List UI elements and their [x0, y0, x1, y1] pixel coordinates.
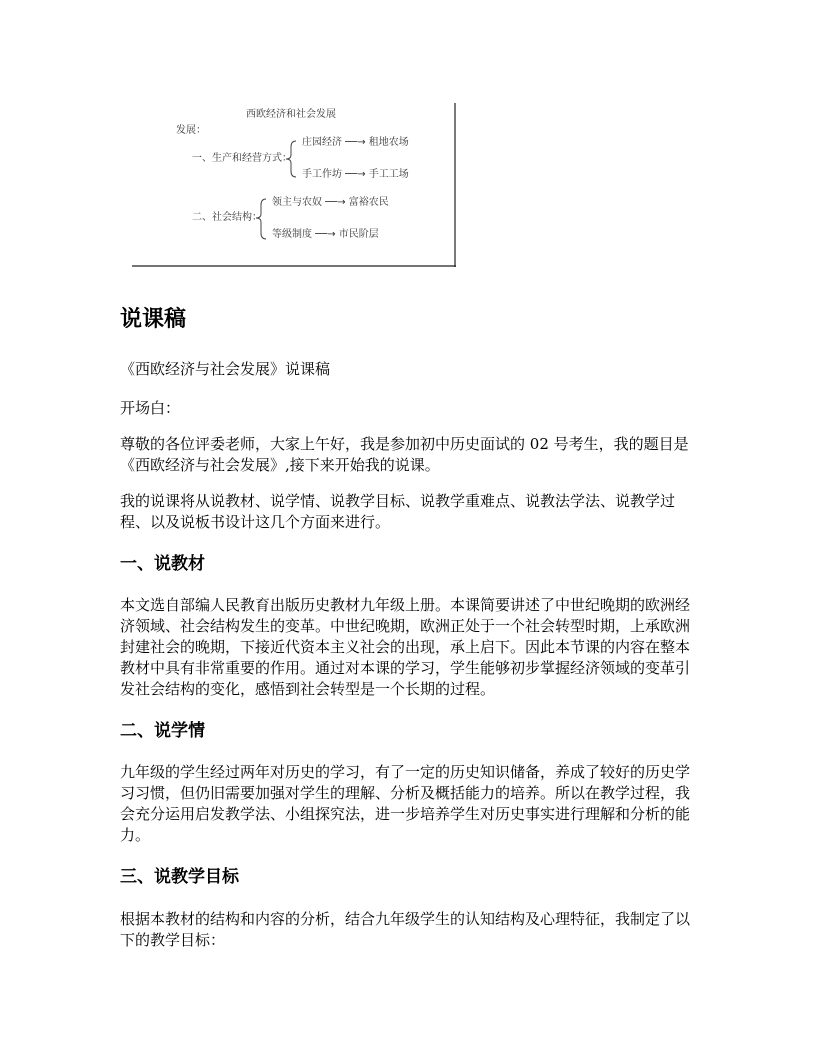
section-body-objectives: 根据本教材的结构和内容的分析，结合九年级学生的认知结构及心理特征，我制定了以下的教学目标：: [120, 910, 691, 949]
section-body-students: 九年级的学生经过两年对历史的学习，有了一定的历史知识储备，养成了较好的历史学习习惯，但仍旧需要加强对学生的理解、分析及概括能力的培养。所以在教学过程，我会充分运用启发教学法、小组探究法，进一步培养学生对历史事实进行理解和分析的能力。: [120, 763, 691, 844]
section-heading-textbook: 一、说教材: [120, 554, 205, 574]
diagram-branch2-item2: 等级制度 ──→ 市民阶层: [272, 229, 379, 240]
section-heading-objectives: 三、说教学目标: [120, 867, 239, 887]
diagram-branch1-item2: 手工作坊 ──→ 手工工场: [302, 169, 409, 180]
document-subtitle: 《西欧经济与社会发展》说课稿: [120, 360, 331, 378]
opening-label: 开场白：: [120, 399, 181, 417]
opening-paragraph-2: 我的说课将从说教材、说学情、说教学目标、说教学重难点、说教法学法、说教学过程、以及说板书设计这几个方面来进行。: [120, 492, 676, 531]
diagram-title: 西欧经济和社会发展: [246, 109, 336, 120]
diagram-branch2-label: 二、社会结构：: [192, 212, 262, 223]
diagram-branch1-item1: 庄园经济 ──→ 租地农场: [302, 137, 409, 148]
section-heading-students: 二、说学情: [120, 721, 205, 741]
diagram-lines: [120, 103, 456, 267]
diagram-branch2-item1: 领主与农奴 ──→ 富裕农民: [272, 197, 389, 208]
board-diagram: [120, 103, 456, 267]
section-body-textbook: 本文选自部编人民教育出版历史教材九年级上册。本课简要讲述了中世纪晚期的欧洲经济领域、社会结构发生的变革。中世纪晚期，欧洲正处于一个社会转型时期，上承欧洲封建社会的晚期，下接近代资本主义社会的出现，承上启下。因此本节课的内容在整本教材中具有非常重要的作用。通过对本课的学习，学生能够初步掌握经济领域的变革引发社会结构的变化，感悟到社会转型是一个长期的过程。: [120, 596, 691, 698]
opening-paragraph-1: 尊敬的各位评委老师，大家上午好，我是参加初中历史面试的 02 号考生，我的题目是《西欧经济与社会发展》,接下来开始我的说课。: [120, 435, 689, 474]
document-title: 说课稿: [120, 307, 187, 332]
diagram-root-label: 发展：: [176, 125, 206, 136]
diagram-branch1-label: 一、生产和经营方式：: [192, 153, 292, 164]
